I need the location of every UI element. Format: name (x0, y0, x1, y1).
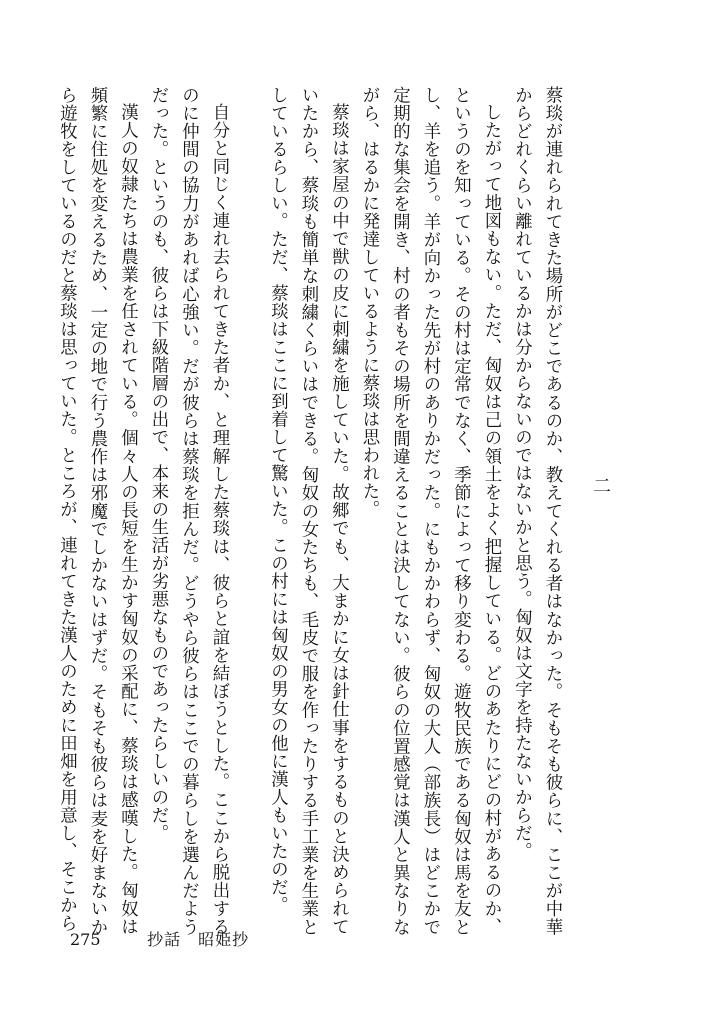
chapter-title: 二 (593, 476, 611, 497)
body-text (56, 86, 567, 936)
paragraph-2: したがって地図もない。ただ、匈奴は己の領土をよく把握している。どのあたりにどの村があるのか、というのを知っている。その村は定常でなく、季節によって移り変わる。遊牧民族である匈奴は馬を友とし、羊を追う。羊が向かった先が村のありかだった。にもかかわらず、匈奴の大人（部族長）はどこかで定期的な集会を開き、村の者もその場所を間違えることは決してない。彼らの位置感覚は漢人と異なりながら、はるかに発達しているように蔡琰は思われた。 (359, 86, 501, 936)
page-number: 275 (70, 930, 101, 949)
paragraph-4: 自分と同じく連れ去られてきた者か、と理解した蔡琰は、彼らと誼を結ぼうとした。ここから脱出するのに仲間の協力があれば心強い。だが彼らは蔡琰を拒んだ。どうやら彼らはここでの暮らしを選んだようだった。というのも、彼らは下級階層の出で、本来の生活が劣悪なものであったらしいのだ。 (148, 86, 229, 936)
paragraph-3: 蔡琰は家屋の中で獣の皮に刺繍を施していた。故郷でも、大まかに女は針仕事をするものと決められていたから、蔡琰も簡単な刺繍くらいはできる。匈奴の女たちも、毛皮で服を作ったりする手工業を生業としているらしい。ただ、蔡琰はここに到着して驚いた。この村には匈奴の男女の他に漢人もいたのだ。 (267, 86, 349, 936)
page-footer (70, 930, 249, 950)
paragraph-5: 漢人の奴隷たちは農業を任されている。個々人の長短を生かす匈奴の采配に、蔡琰は感嘆した。匈奴は頻繁に住処を変えるため、一定の地で行う農作は邪魔でしかないはずだ。そもそも彼らは麦を好まないから遊牧をしているのだと蔡琰は思っていた。ところが、連れてきた漢人のために田畑を用意し、そこから (56, 86, 138, 936)
paragraph-1: 蔡琰が連れられてきた場所がどこであるのか、教えてくれる者はなかった。そもそも彼らに、ここが中華からどれくらい離れているかは分からないのではないかと思う。匈奴は文字を持たないからだ。 (511, 86, 562, 936)
running-title: 抄話 昭姫抄 (147, 930, 250, 949)
